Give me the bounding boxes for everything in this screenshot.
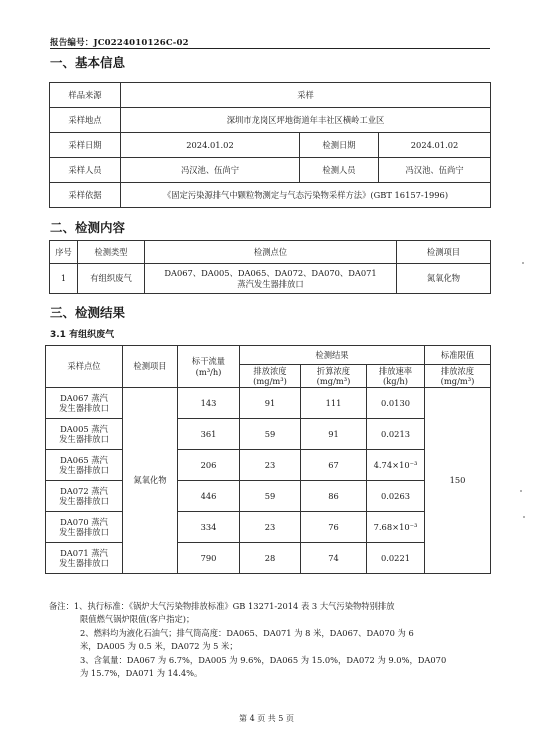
report-number: 报告编号：JC0224010126C-02: [50, 38, 189, 48]
h-conc-label: 排放浓度: [253, 365, 287, 376]
cell-conv: 111: [301, 388, 367, 419]
cell-conv: 86: [301, 481, 367, 512]
section-basic-info-title: 一、基本信息: [50, 55, 126, 70]
point-line2: 发生器排放口: [59, 527, 109, 537]
row-type: 有组织废气: [78, 264, 145, 294]
cell-conc: 23: [240, 450, 301, 481]
cell-point: [46, 419, 123, 450]
h-conv: [301, 365, 367, 388]
cell-flow: 790: [178, 543, 240, 574]
table-row: [46, 419, 491, 450]
cell-rate: 0.0213: [367, 419, 425, 450]
h-flow-unit: (m³/h): [195, 366, 222, 377]
source-label: 样品来源: [50, 83, 121, 108]
h-conc: [240, 365, 301, 388]
h-lim-unit: (mg/m³): [440, 376, 475, 386]
h-rate-label: 排放速率: [378, 365, 413, 376]
h-conc-unit: (mg/m³): [253, 376, 287, 386]
cell-point: [46, 543, 123, 574]
notes-block: [49, 600, 490, 680]
point-line1: DA065 蒸汽: [60, 454, 108, 465]
table-row: [46, 481, 491, 512]
cell-conc: 59: [240, 481, 301, 512]
header-divider: [50, 48, 490, 49]
h-lim-conc-label: 排放浓度: [440, 365, 475, 376]
cell-conv: 74: [301, 543, 367, 574]
location-label: 采样地点: [50, 108, 121, 133]
col-points: 检测点位: [145, 241, 397, 264]
cell-point: [46, 481, 123, 512]
row-item: 氮氧化物: [397, 264, 491, 294]
point-line2: 发生器排放口: [59, 403, 109, 413]
test-date-label: 检测日期: [300, 133, 379, 158]
h-point: 采样点位: [46, 346, 123, 388]
basic-info-table: [49, 82, 491, 208]
cell-conc: 59: [240, 419, 301, 450]
h-flow: [178, 346, 240, 388]
source-value: 采样: [121, 83, 491, 108]
point-line2: 发生器排放口: [59, 496, 109, 506]
cell-conv: 67: [301, 450, 367, 481]
point-line2: 发生器排放口: [59, 558, 109, 568]
sample-date-value: 2024.01.02: [121, 133, 300, 158]
subsection-title: 3.1 有组织废气: [50, 330, 115, 340]
cell-conv: 91: [301, 419, 367, 450]
h-lim-conc: [425, 365, 491, 388]
note-3b: 为 15.7%，DA071 为 14.4%。: [80, 668, 203, 679]
cell-conc: 23: [240, 512, 301, 543]
cell-flow: 446: [178, 481, 240, 512]
h-rate-unit: (kg/h): [383, 376, 408, 386]
cell-flow: 361: [178, 419, 240, 450]
cell-rate: 4.74×10⁻³: [367, 450, 425, 481]
cell-point: [46, 512, 123, 543]
h-limit: 标准限值: [425, 346, 491, 365]
point-line1: DA070 蒸汽: [60, 516, 108, 527]
point-line2: 发生器排放口: [59, 434, 109, 444]
cell-rate: 0.0221: [367, 543, 425, 574]
cell-conv: 76: [301, 512, 367, 543]
location-value: 深圳市龙岗区坪地街道年丰社区横岭工业区: [121, 108, 491, 133]
scan-speck: [523, 516, 525, 518]
h-conv-unit: (mg/m³): [316, 376, 351, 386]
row-points-line2: 蒸汽发生器排放口: [237, 278, 304, 289]
cell-limit: 150: [425, 388, 491, 574]
point-line1: DA067 蒸汽: [60, 392, 108, 403]
point-line1: DA005 蒸汽: [60, 423, 108, 434]
table-row: [46, 512, 491, 543]
sample-date-label: 采样日期: [50, 133, 121, 158]
row-points-line1: DA067、DA005、DA065、DA072、DA070、DA071: [164, 268, 377, 279]
cell-point: [46, 388, 123, 419]
note-1b: 限值燃气锅炉限值(客户指定)；: [80, 614, 195, 625]
cell-flow: 143: [178, 388, 240, 419]
cell-item: 氮氧化物: [123, 388, 178, 574]
section-results-title: 三、检测结果: [50, 305, 126, 320]
basis-value: 《固定污染源排气中颗粒物测定与气态污染物采样方法》(GBT 16157-1996): [121, 183, 491, 208]
sampler-label: 采样人员: [50, 158, 121, 183]
point-line2: 发生器排放口: [59, 465, 109, 475]
col-item: 检测项目: [397, 241, 491, 264]
sampler-value: 冯汉池、伍尚宁: [121, 158, 300, 183]
cell-flow: 206: [178, 450, 240, 481]
cell-flow: 334: [178, 512, 240, 543]
scan-speck: [520, 490, 522, 492]
results-table: [45, 345, 491, 574]
col-type: 检测类型: [78, 241, 145, 264]
test-content-table: [49, 240, 491, 294]
note-2b: 米，DA005 为 0.5 米，DA072 为 5 米；: [80, 641, 238, 652]
cell-rate: 0.0130: [367, 388, 425, 419]
row-no: 1: [50, 264, 78, 294]
cell-rate: 7.68×10⁻³: [367, 512, 425, 543]
note-3a: 3、含氧量：DA067 为 6.7%，DA005 为 9.6%，DA065 为 15.0%，DA072 为 9.0%，DA070: [80, 654, 447, 665]
point-line1: DA072 蒸汽: [60, 485, 108, 496]
row-points: [145, 264, 397, 294]
h-flow-label: 标干流量: [191, 356, 226, 367]
basis-label: 采样依据: [50, 183, 121, 208]
table-row: [46, 450, 491, 481]
section-content-title: 二、检测内容: [50, 220, 126, 235]
table-row: [46, 543, 491, 574]
tester-label: 检测人员: [300, 158, 379, 183]
cell-rate: 0.0263: [367, 481, 425, 512]
h-results: 检测结果: [240, 346, 425, 365]
tester-value: 冯汉池、伍尚宁: [379, 158, 491, 183]
col-no: 序号: [50, 241, 78, 264]
table-row: [46, 388, 491, 419]
scan-speck: [522, 262, 524, 264]
cell-conc: 91: [240, 388, 301, 419]
cell-point: [46, 450, 123, 481]
page-number: 第 4 页 共 5 页: [239, 714, 294, 723]
h-conv-label: 折算浓度: [316, 365, 351, 376]
h-item: 检测项目: [123, 346, 178, 388]
note-1a: 备注：1、执行标准：《锅炉大气污染物排放标准》GB 13271-2014 表 3 大气污染物特别排放: [49, 601, 395, 611]
note-2a: 2、燃料均为液化石油气；排气筒高度：DA065、DA071 为 8 米，DA067、DA070 为 6: [80, 627, 414, 638]
cell-conc: 28: [240, 543, 301, 574]
point-line1: DA071 蒸汽: [60, 547, 108, 558]
test-date-value: 2024.01.02: [379, 133, 491, 158]
h-rate: [367, 365, 425, 388]
